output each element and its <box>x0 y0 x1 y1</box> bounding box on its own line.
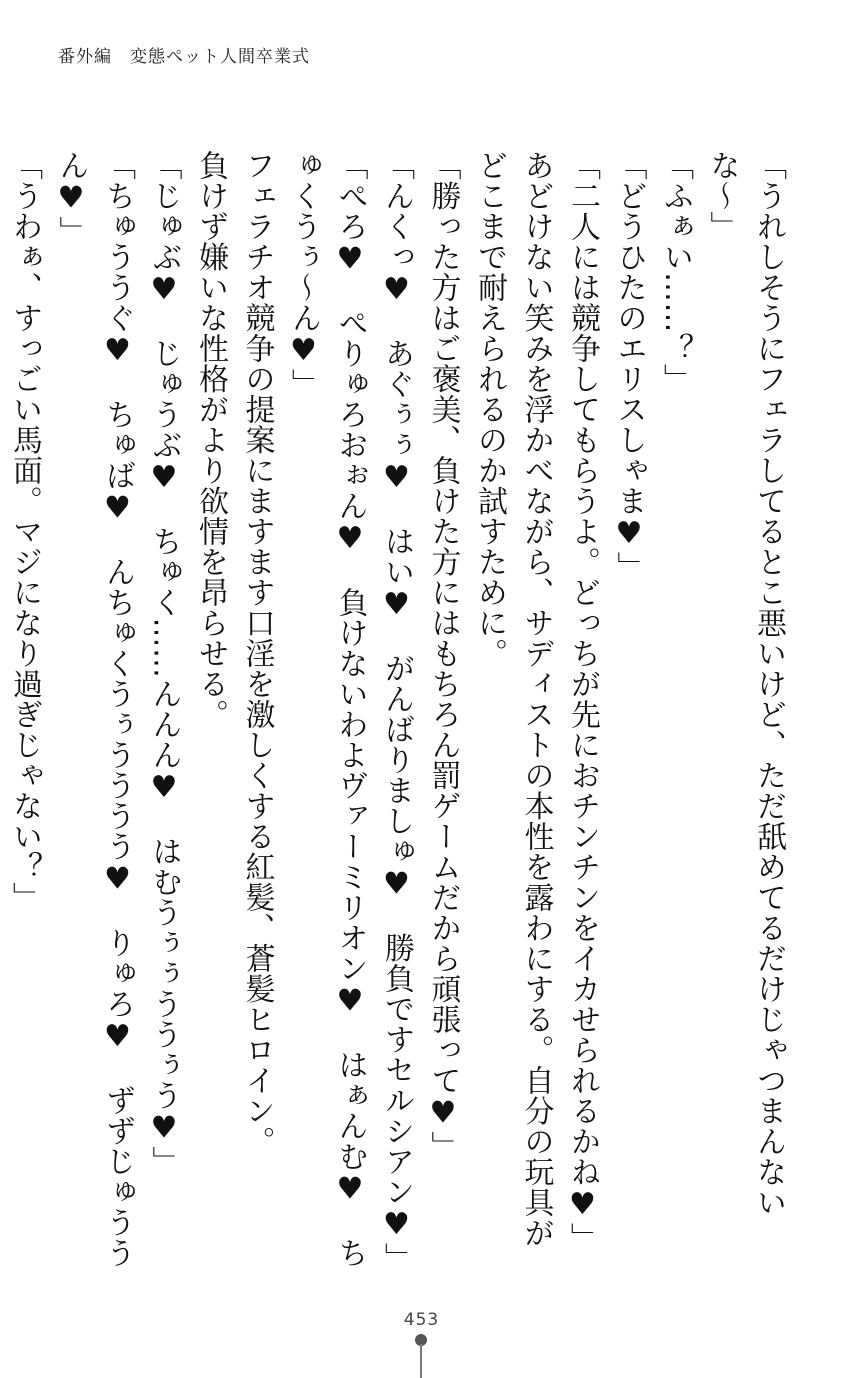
paragraph: 「ちゅううぐ♥ ちゅば♥ んちゅくうぅうううう♥ りゅろ♥ ずずじゅううん♥」 <box>53 150 135 1268</box>
page-number: 453 <box>403 1310 440 1330</box>
paragraph: フェラチオ競争の提案にますます口淫を激しくする紅髪、蒼髪ヒロイン。 <box>239 150 275 1157</box>
paragraph: 負けず嫌いな性格がより欲情を昂らせる。 <box>193 150 228 730</box>
paragraph: 「勝った方はご褒美、負けた方にはもちろん罰ゲームだから頑張って♥」 <box>425 150 461 1162</box>
paragraph: 「んくっ♥ あぐぅぅ♥ はい♥ がんばりましゅ♥ 勝負ですセルシアン♥」 <box>379 150 414 1273</box>
paragraph <box>0 150 1 1270</box>
paragraph: 「じゅぶ♥ じゅうぶ♥ ちゅく……んんん♥ はむうぅぅううぅう♥」 <box>146 150 182 1177</box>
paragraph: 「どうひたのエリスしゃま♥」 <box>611 150 647 582</box>
running-header: 番外編 変態ペット人間卒業式 <box>58 47 310 67</box>
paragraph: 「うれしそうにフェラしてるとこ悪いけど、ただ舐めてるだけじゃつまんないな〜」 <box>704 150 786 1218</box>
paragraph: あどけない笑みを浮かべながら、サディストの本性を露わにする。自分の玩具がどこまで耐えられるのか試すために。 <box>472 150 554 1248</box>
paragraph: 「うわぁ、すっごい馬面。マジになり過ぎじゃない？」 <box>7 150 42 913</box>
paragraph: 「ふぁい……？」 <box>658 150 693 394</box>
paragraph: 「二人には競争してもらうよ。どっちが先におチンチンをイカせられるかね♥」 <box>565 150 600 1253</box>
page-marker-line <box>420 1344 422 1378</box>
paragraph: 「ぺろ♥ ぺりゅろおぉん♥ 負けないわよヴァーミリオン♥ はぁんむ♥ ちゅくうぅ〜ん♥」 <box>286 150 368 1268</box>
vertical-body-text <box>0 150 791 1273</box>
